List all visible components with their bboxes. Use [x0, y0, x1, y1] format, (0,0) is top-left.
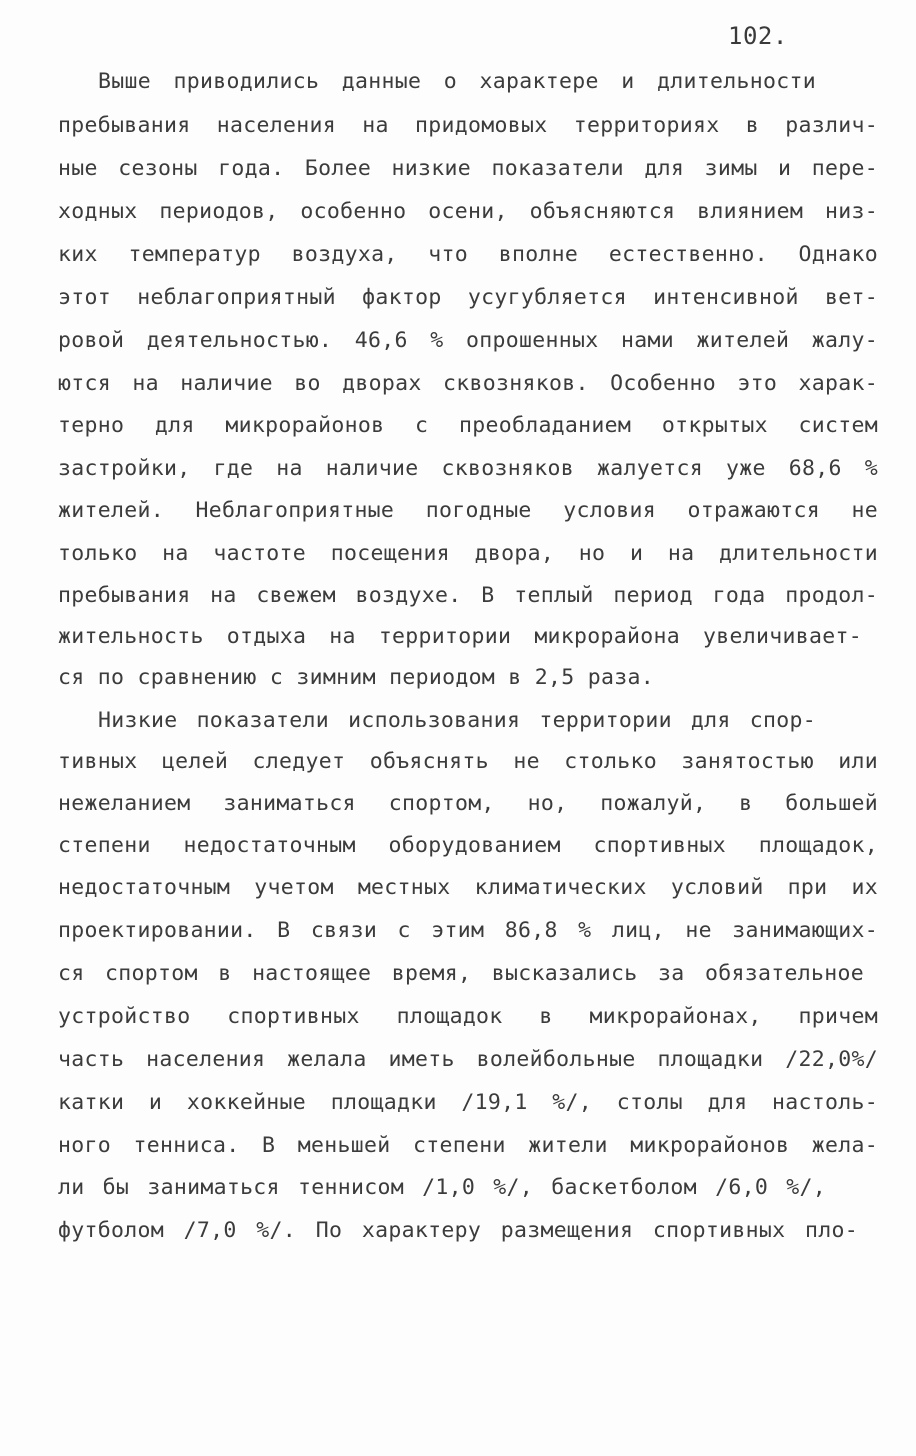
text-line: ли бы заниматься теннисом /1,0 %/, баскетболом /6,0 %/,: [58, 1175, 826, 1200]
text-line: Низкие показатели использования территории для спор-: [98, 708, 816, 733]
text-line: футболом /7,0 %/. По характеру размещения спортивных пло-: [58, 1218, 858, 1243]
text-line: этот неблагоприятный фактор усугубляется интенсивной вет-: [58, 285, 878, 310]
text-line: ких температур воздуха, что вполне естественно. Однако: [58, 242, 878, 267]
text-line: застройки, где на наличие сквозняков жалуется уже 68,6 %: [58, 456, 878, 481]
page-number: 102.: [728, 22, 788, 50]
text-line: пребывания населения на придомовых территориях в различ-: [58, 113, 878, 138]
text-line: ся по сравнению с зимним периодом в 2,5 раза.: [58, 665, 654, 690]
text-line: ются на наличие во дворах сквозняков. Особенно это харак-: [58, 371, 878, 396]
text-line: пребывания на свежем воздухе. В теплый период года продол-: [58, 583, 878, 608]
text-line: только на частоте посещения двора, но и на длительности: [58, 541, 878, 566]
text-line: тивных целей следует объяснять не столько занятостью или: [58, 749, 878, 774]
text-line: устройство спортивных площадок в микрорайонах, причем: [58, 1004, 878, 1029]
text-line: терно для микрорайонов с преобладанием открытых систем: [58, 413, 878, 438]
text-line: ровой деятельностью. 46,6 % опрошенных нами жителей жалу-: [58, 328, 878, 353]
text-line: ного тенниса. В меньшей степени жители микрорайонов жела-: [58, 1133, 878, 1158]
text-line: ные сезоны года. Более низкие показатели для зимы и пере-: [58, 156, 878, 181]
text-line: жительность отдыха на территории микрорайона увеличивает-: [58, 624, 862, 649]
text-line: ходных периодов, особенно осени, объясняются влиянием низ-: [58, 199, 878, 224]
text-line: ся спортом в настоящее время, высказались за обязательное: [58, 961, 864, 986]
text-line: катки и хоккейные площадки /19,1 %/, столы для настоль-: [58, 1090, 878, 1115]
text-line: недостаточным учетом местных климатических условий при их: [58, 875, 878, 900]
text-line: проектировании. В связи с этим 86,8 % лиц, не занимающих-: [58, 918, 878, 943]
text-line: часть населения желала иметь волейбольные площадки /22,0%/: [58, 1047, 878, 1072]
text-line: жителей. Неблагоприятные погодные условия отражаются не: [58, 498, 878, 523]
text-line: Выше приводились данные о характере и длительности: [98, 69, 816, 94]
text-line: нежеланием заниматься спортом, но, пожалуй, в большей: [58, 791, 878, 816]
text-line: степени недостаточным оборудованием спортивных площадок,: [58, 833, 878, 858]
